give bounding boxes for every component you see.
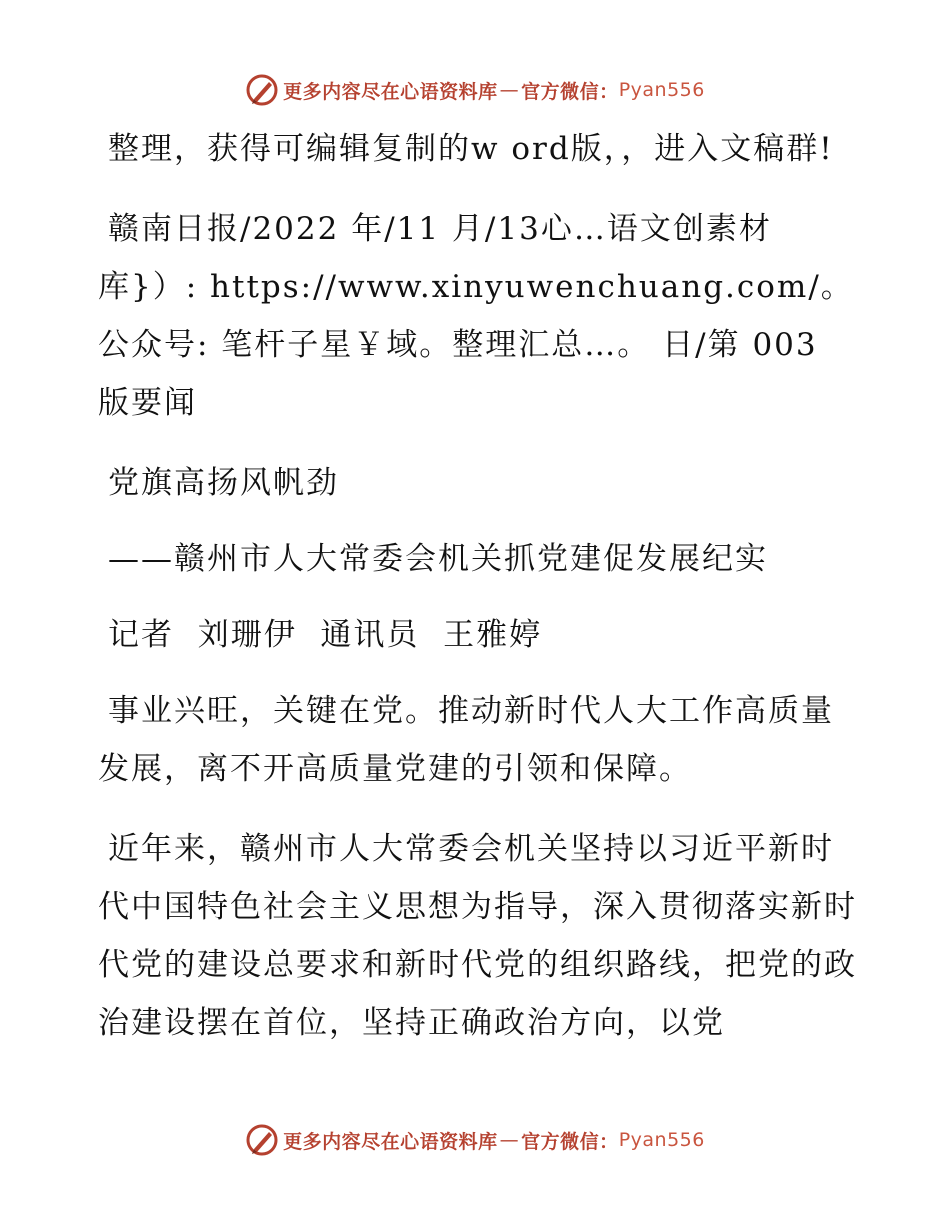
watermark-wechat-id: Pyan556 [618,79,705,101]
document-body [98,120,858,1074]
watermark-wechat-label: 官方微信： [521,1130,619,1153]
body-paragraph: 近年来，赣州市人大常委会机关坚持以习近平新时代中国特色社会主义思想为指导，深入贯彻落实新时代党的建设总要求和新时代党的组织路线，把党的政治建设摆在首位，坚持正确政治方向，以党 [98,831,857,1041]
pen-logo-icon [245,1123,279,1157]
watermark-separator: — [499,1129,520,1151]
header-watermark-banner [0,70,950,110]
article-title: 党旗高扬风帆劲 [108,465,339,501]
watermark-wechat-id: Pyan556 [618,1129,705,1151]
watermark-brand-text: 更多内容尽在心语资料库 [283,1130,498,1153]
article-byline: 记者 刘珊伊 通讯员 王雅婷 [108,617,543,653]
watermark-wechat-label: 官方微信： [521,80,619,103]
intro-paragraph: 整理，获得可编辑复制的w ord版，，进入文稿群! [108,131,834,167]
footer-watermark-banner [0,1120,950,1160]
watermark-separator: — [499,79,520,101]
pen-logo-icon [245,73,279,107]
article-subtitle: ——赣州市人大常委会机关抓党建促发展纪实 [108,541,768,577]
watermark-brand-text: 更多内容尽在心语资料库 [283,80,498,103]
body-paragraph: 事业兴旺，关键在党。推动新时代人大工作高质量发展，离不开高质量党建的引领和保障。 [98,693,834,787]
source-paragraph: 赣南日报/2022 年/11 月/13心…语文创素材库}）: https://www.xinyuwenchuang.com/。公众号: 笔杆子星￥域。整理汇总…。 日/第 003 版要闻 [98,211,854,421]
